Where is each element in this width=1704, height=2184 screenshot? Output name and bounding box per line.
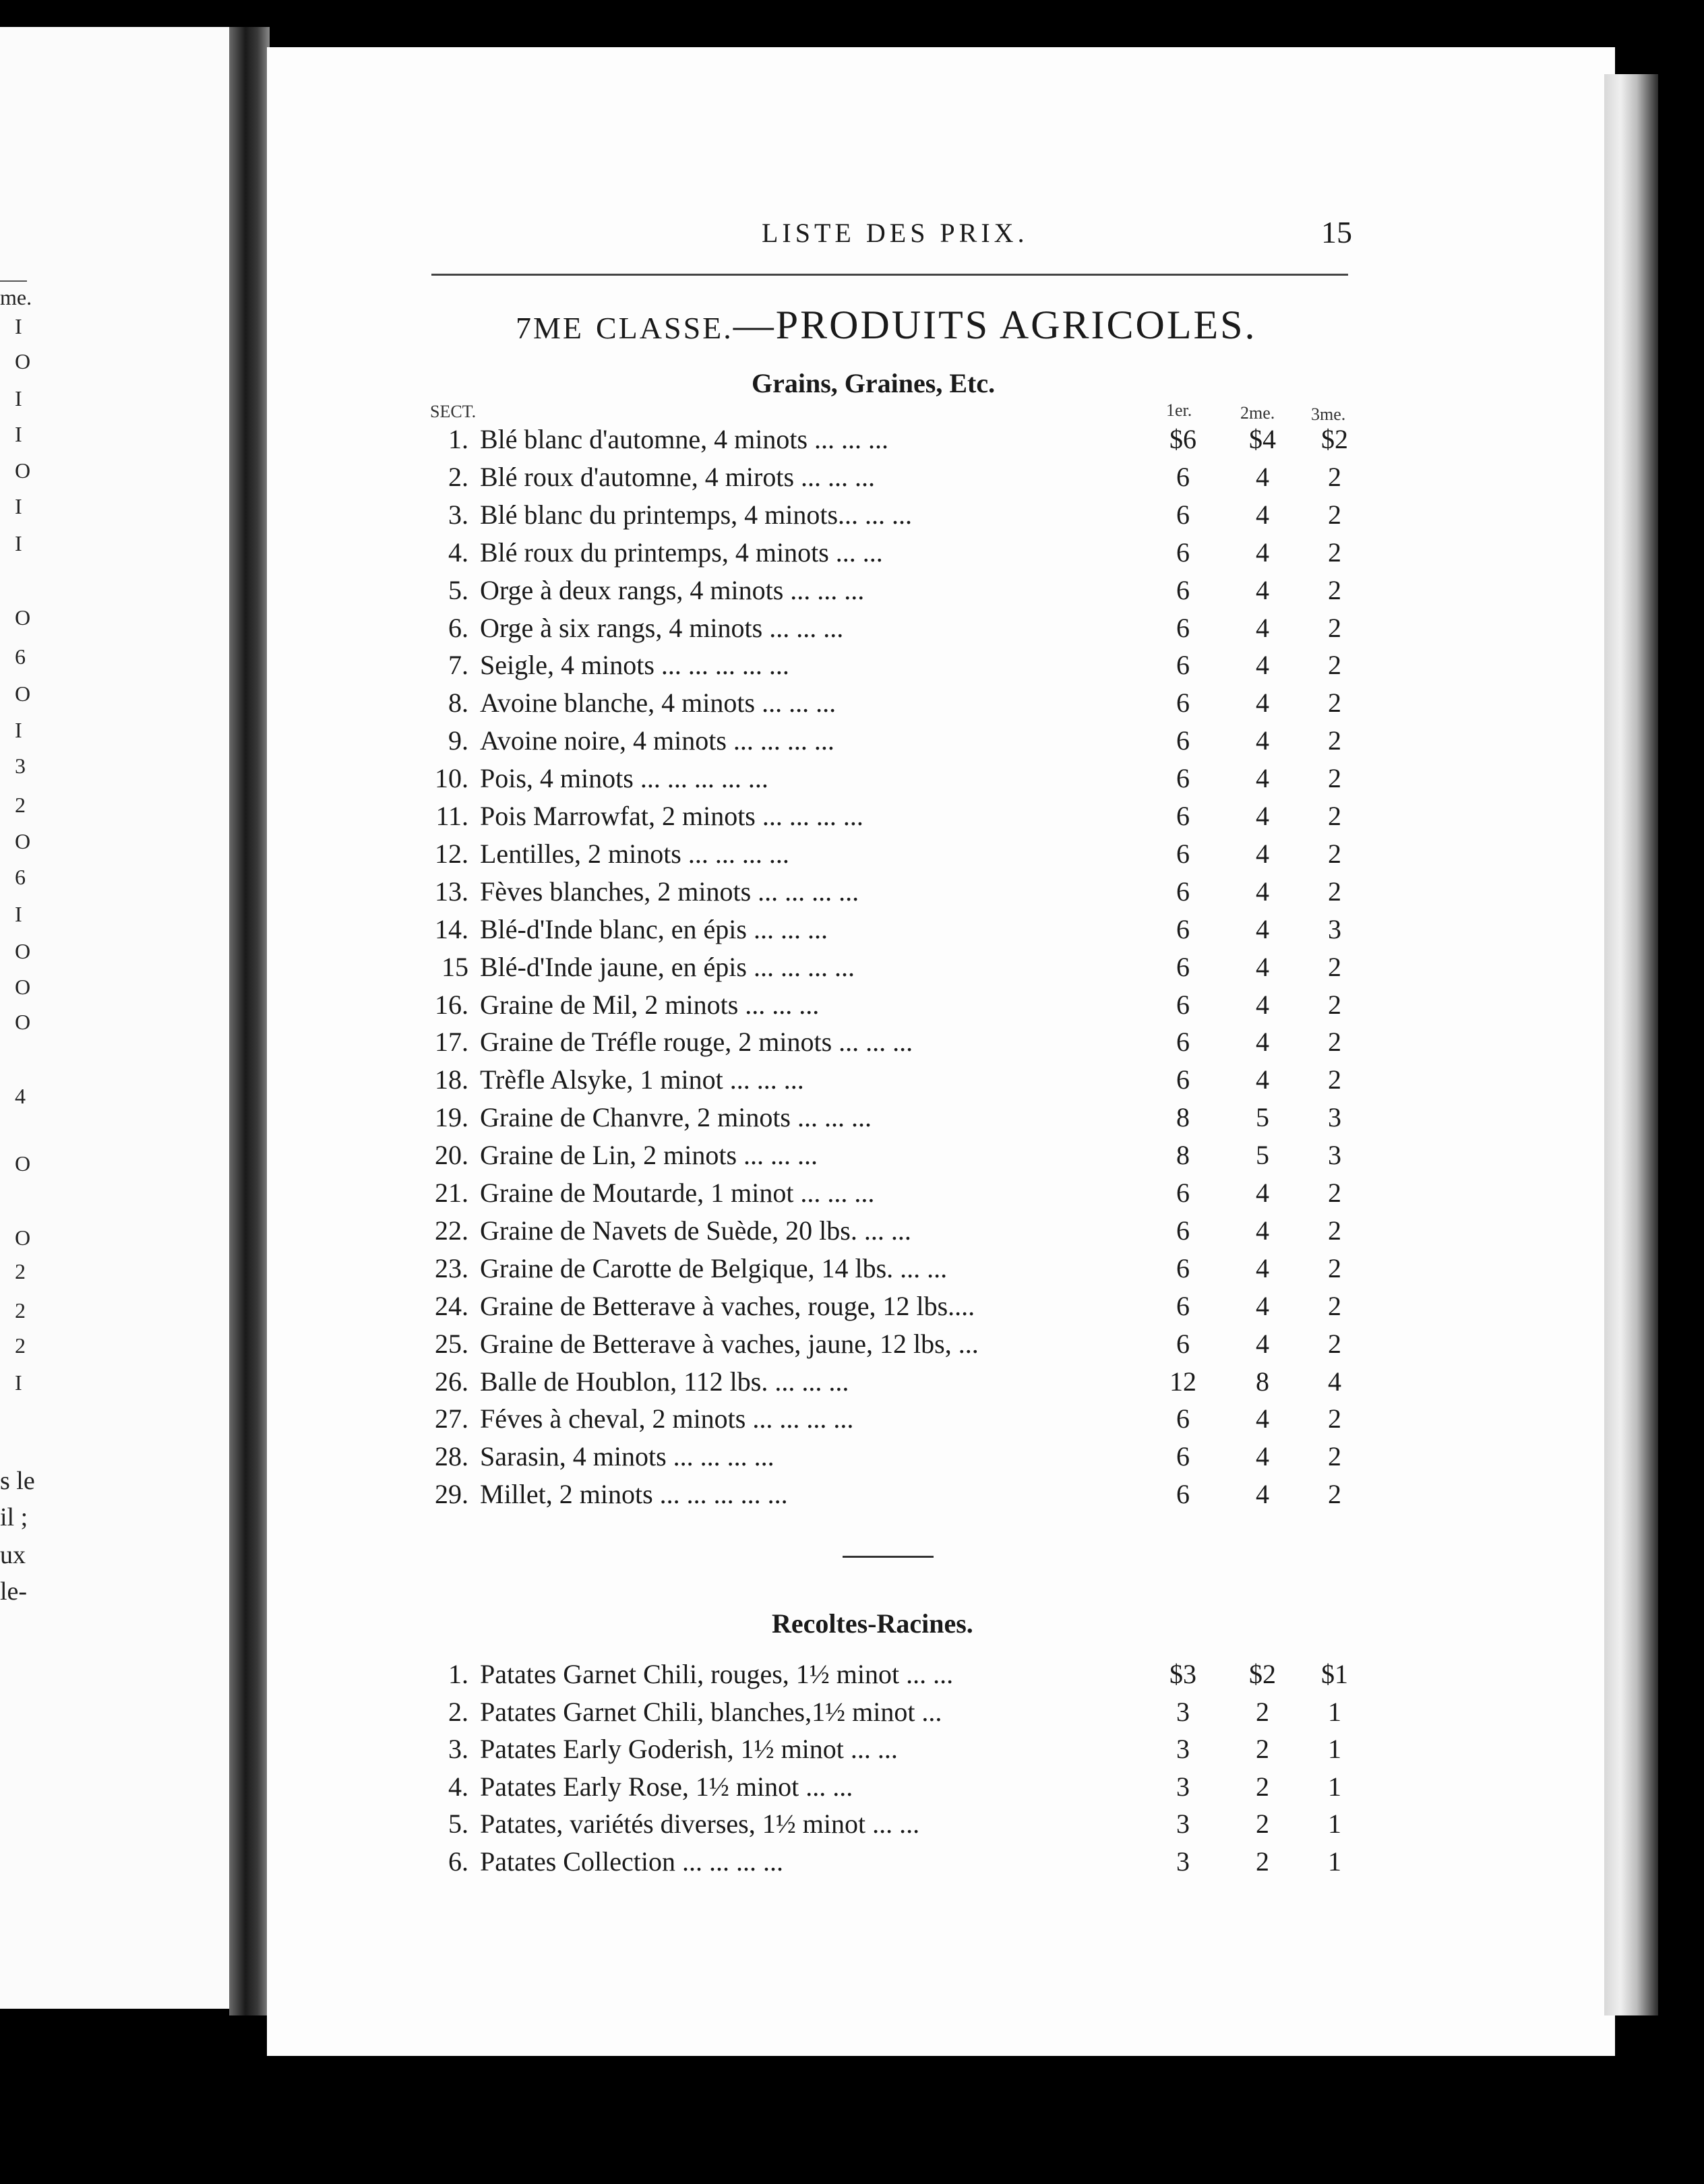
prize-2me: 4 xyxy=(1256,876,1269,907)
prize-1er: 6 xyxy=(1176,461,1190,492)
row-number: 1. xyxy=(448,1659,468,1689)
prize-1er: 6 xyxy=(1176,537,1190,568)
prize-2me: 2 xyxy=(1256,1771,1269,1802)
left-page-rule xyxy=(0,280,27,282)
row-description: Fèves blanches, 2 minots ... ... ... ... xyxy=(480,876,859,907)
row-description: Orge à deux rangs, 4 minots ... ... ... xyxy=(480,574,865,605)
prize-3me: 1 xyxy=(1328,1771,1341,1802)
prize-3me: 3 xyxy=(1328,1140,1341,1171)
left-text-fragment: s le xyxy=(0,1467,35,1495)
prize-3me: 2 xyxy=(1328,612,1341,643)
row-description: Trèfle Alsyke, 1 minot ... ... ... xyxy=(480,1064,804,1095)
column-header-3me: 3me. xyxy=(1311,404,1346,424)
prize-3me: 2 xyxy=(1328,688,1341,719)
prize-2me: 4 xyxy=(1256,801,1269,831)
prize-2me: 4 xyxy=(1256,650,1269,681)
left-margin-char: O xyxy=(15,1010,31,1034)
prize-3me: 2 xyxy=(1328,1064,1341,1095)
prize-1er: 3 xyxy=(1176,1809,1190,1840)
row-number: 8. xyxy=(448,688,468,719)
row-number: 14. xyxy=(435,913,468,944)
row-number: 15 xyxy=(442,951,468,982)
section-heading-recoltes: Recoltes-Racines. xyxy=(772,1608,973,1639)
row-number: 4. xyxy=(448,1771,468,1802)
prize-2me: 4 xyxy=(1256,1178,1269,1208)
row-number: 21. xyxy=(435,1178,468,1208)
left-text-fragment: le- xyxy=(0,1577,28,1606)
prize-1er: 6 xyxy=(1176,725,1190,756)
prize-1er: 3 xyxy=(1176,1846,1190,1877)
prize-2me: 8 xyxy=(1256,1366,1269,1397)
prize-2me: 5 xyxy=(1256,1102,1269,1133)
prize-2me: 2 xyxy=(1256,1696,1269,1727)
prize-3me: $2 xyxy=(1321,424,1348,454)
prize-3me: 1 xyxy=(1328,1809,1341,1840)
prize-3me: 2 xyxy=(1328,876,1341,907)
prize-3me: 2 xyxy=(1328,1403,1341,1434)
left-margin-char: I xyxy=(15,1370,22,1395)
row-number: 27. xyxy=(435,1403,468,1434)
row-number: 3. xyxy=(448,499,468,530)
prize-1er: 6 xyxy=(1176,1403,1190,1434)
prize-2me: 4 xyxy=(1256,1479,1269,1510)
left-margin-char: 4 xyxy=(15,1084,26,1108)
prize-3me: 2 xyxy=(1328,801,1341,831)
prize-1er: 6 xyxy=(1176,1290,1190,1321)
row-description: Sarasin, 4 minots ... ... ... ... xyxy=(480,1441,774,1472)
row-description: Millet, 2 minots ... ... ... ... ... xyxy=(480,1479,788,1510)
prize-2me: 4 xyxy=(1256,725,1269,756)
prize-1er: 6 xyxy=(1176,1252,1190,1283)
row-description: Patates Garnet Chili, rouges, 1½ minot ... ... xyxy=(480,1659,954,1689)
prize-3me: 2 xyxy=(1328,461,1341,492)
left-margin-char: O xyxy=(15,605,31,630)
row-description: Graine de Carotte de Belgique, 14 lbs. ... ... xyxy=(480,1252,948,1283)
row-number: 5. xyxy=(448,1809,468,1840)
section-heading-grains: Grains, Graines, Etc. xyxy=(752,368,996,398)
prize-3me: 2 xyxy=(1328,1290,1341,1321)
prize-1er: 6 xyxy=(1176,688,1190,719)
prize-2me: 4 xyxy=(1256,574,1269,605)
left-margin-char: 2 xyxy=(15,793,26,817)
row-number: 13. xyxy=(435,876,468,907)
row-number: 22. xyxy=(435,1215,468,1246)
prize-2me: 4 xyxy=(1256,1328,1269,1359)
prize-3me: 2 xyxy=(1328,1441,1341,1472)
prize-1er: $6 xyxy=(1169,424,1196,454)
prize-1er: 6 xyxy=(1176,499,1190,530)
prize-3me: 2 xyxy=(1328,838,1341,869)
prize-1er: 6 xyxy=(1176,1064,1190,1095)
prize-3me: 2 xyxy=(1328,1215,1341,1246)
prize-2me: 4 xyxy=(1256,1403,1269,1434)
prize-2me: 4 xyxy=(1256,499,1269,530)
prize-3me: 2 xyxy=(1328,989,1341,1020)
row-number: 28. xyxy=(435,1441,468,1472)
left-margin-char: O xyxy=(15,829,31,853)
row-description: Graine de Mil, 2 minots ... ... ... xyxy=(480,989,820,1020)
row-description: Graine de Lin, 2 minots ... ... ... xyxy=(480,1140,818,1171)
row-description: Pois Marrowfat, 2 minots ... ... ... ... xyxy=(480,801,863,831)
row-description: Pois, 4 minots ... ... ... ... ... xyxy=(480,763,768,794)
left-margin-char: I xyxy=(15,718,22,742)
left-margin-char: O xyxy=(15,1151,31,1176)
prize-2me: 2 xyxy=(1256,1846,1269,1877)
row-description: Graine de Betterave à vaches, rouge, 12 lbs.... xyxy=(480,1290,975,1321)
page-number: 15 xyxy=(1321,215,1352,249)
prize-2me: 4 xyxy=(1256,537,1269,568)
prize-3me: 2 xyxy=(1328,951,1341,982)
left-margin-char: I xyxy=(15,422,22,446)
left-page xyxy=(0,27,229,2009)
left-margin-char: O xyxy=(15,975,31,999)
class-title-num: 7ME xyxy=(516,311,584,345)
row-number: 5. xyxy=(448,574,468,605)
prize-2me: 4 xyxy=(1256,1027,1269,1058)
left-margin-char: I xyxy=(15,531,22,555)
left-margin-char: I xyxy=(15,386,22,411)
row-description: Patates Garnet Chili, blanches,1½ minot ... xyxy=(480,1696,942,1727)
left-margin-char: O xyxy=(15,349,31,373)
row-number: 16. xyxy=(435,989,468,1020)
prize-2me: 2 xyxy=(1256,1734,1269,1765)
row-description: Patates, variétés diverses, 1½ minot ... ... xyxy=(480,1809,920,1840)
left-margin-char: O xyxy=(15,939,31,963)
row-number: 9. xyxy=(448,725,468,756)
left-text-fragment: il ; xyxy=(0,1503,28,1531)
row-number: 4. xyxy=(448,537,468,568)
prize-3me: 2 xyxy=(1328,725,1341,756)
prize-1er: 6 xyxy=(1176,612,1190,643)
row-description: Lentilles, 2 minots ... ... ... ... xyxy=(480,838,789,869)
prize-1er: 8 xyxy=(1176,1140,1190,1171)
row-description: Graine de Tréfle rouge, 2 minots ... ... ... xyxy=(480,1027,913,1058)
prize-2me: $2 xyxy=(1249,1659,1276,1689)
row-description: Blé roux du printemps, 4 minots ... ... xyxy=(480,537,883,568)
prize-1er: 6 xyxy=(1176,989,1190,1020)
prize-3me: 2 xyxy=(1328,1328,1341,1359)
prize-2me: 4 xyxy=(1256,612,1269,643)
prize-2me: 4 xyxy=(1256,1441,1269,1472)
prize-1er: 6 xyxy=(1176,1441,1190,1472)
prize-2me: 4 xyxy=(1256,1215,1269,1246)
page-edge xyxy=(1604,74,1658,2015)
prize-3me: 2 xyxy=(1328,1027,1341,1058)
row-description: Graine de Navets de Suède, 20 lbs. ... ... xyxy=(480,1215,911,1246)
prize-3me: 2 xyxy=(1328,1479,1341,1510)
left-margin-char: I xyxy=(15,902,22,926)
prize-1er: 6 xyxy=(1176,1215,1190,1246)
row-description: Patates Early Goderish, 1½ minot ... ... xyxy=(480,1734,898,1765)
row-number: 23. xyxy=(435,1252,468,1283)
row-description: Avoine noire, 4 minots ... ... ... ... xyxy=(480,725,834,756)
left-margin-char: 6 xyxy=(15,865,26,889)
row-description: Graine de Chanvre, 2 minots ... ... ... xyxy=(480,1102,872,1133)
prize-1er: 6 xyxy=(1176,1027,1190,1058)
prize-3me: 2 xyxy=(1328,1178,1341,1208)
prize-3me: 3 xyxy=(1328,1102,1341,1133)
row-description: Graine de Betterave à vaches, jaune, 12 lbs, ... xyxy=(480,1328,979,1359)
row-description: Patates Collection ... ... ... ... xyxy=(480,1846,783,1877)
prize-1er: 6 xyxy=(1176,876,1190,907)
left-margin-char: O xyxy=(15,458,31,483)
prize-2me: 4 xyxy=(1256,989,1269,1020)
row-number: 10. xyxy=(435,763,468,794)
prize-3me: 2 xyxy=(1328,574,1341,605)
prize-2me: 2 xyxy=(1256,1809,1269,1840)
row-number: 2. xyxy=(448,1696,468,1727)
left-margin-char: I xyxy=(15,494,22,518)
prize-1er: 6 xyxy=(1176,1479,1190,1510)
row-description: Blé-d'Inde blanc, en épis ... ... ... xyxy=(480,913,828,944)
prize-3me: 2 xyxy=(1328,499,1341,530)
row-description: Seigle, 4 minots ... ... ... ... ... xyxy=(480,650,789,681)
row-number: 26. xyxy=(435,1366,468,1397)
prize-1er: 6 xyxy=(1176,913,1190,944)
sect-label: SECT. xyxy=(430,402,477,421)
prize-3me: 1 xyxy=(1328,1846,1341,1877)
row-description: Féves à cheval, 2 minots ... ... ... ... xyxy=(480,1403,854,1434)
class-title xyxy=(516,302,1257,348)
prize-1er: 6 xyxy=(1176,650,1190,681)
row-description: Blé roux d'automne, 4 mirots ... ... ... xyxy=(480,461,876,492)
prize-1er: 3 xyxy=(1176,1696,1190,1727)
left-margin-char: 2 xyxy=(15,1259,26,1283)
left-margin-char: 6 xyxy=(15,644,26,669)
prize-2me: 4 xyxy=(1256,913,1269,944)
row-description: Avoine blanche, 4 minots ... ... ... xyxy=(480,688,836,719)
prize-3me: 2 xyxy=(1328,763,1341,794)
row-number: 6. xyxy=(448,1846,468,1877)
row-number: 1. xyxy=(448,424,468,454)
prize-2me: 4 xyxy=(1256,838,1269,869)
row-number: 24. xyxy=(435,1290,468,1321)
row-number: 6. xyxy=(448,612,468,643)
column-header-2me: 2me. xyxy=(1240,403,1275,423)
prize-1er: 6 xyxy=(1176,951,1190,982)
prize-3me: 1 xyxy=(1328,1734,1341,1765)
row-number: 3. xyxy=(448,1734,468,1765)
prize-2me: 4 xyxy=(1256,1064,1269,1095)
prize-3me: 2 xyxy=(1328,537,1341,568)
left-text-fragment: ux xyxy=(0,1541,26,1569)
prize-2me: 4 xyxy=(1256,951,1269,982)
row-description: Blé blanc du printemps, 4 minots... ... ... xyxy=(480,499,913,530)
left-margin-char: 2 xyxy=(15,1333,26,1358)
prize-2me: 5 xyxy=(1256,1140,1269,1171)
left-margin-char: 3 xyxy=(15,754,26,778)
prize-1er: 6 xyxy=(1176,1328,1190,1359)
prize-1er: 3 xyxy=(1176,1771,1190,1802)
row-description: Graine de Moutarde, 1 minot ... ... ... xyxy=(480,1178,875,1208)
prize-2me: 4 xyxy=(1256,1252,1269,1283)
row-description: Patates Early Rose, 1½ minot ... ... xyxy=(480,1771,853,1802)
prize-2me: $4 xyxy=(1249,424,1276,454)
left-margin-char: 2 xyxy=(15,1298,26,1323)
prize-1er: 6 xyxy=(1176,1178,1190,1208)
left-margin-char: O xyxy=(15,1225,31,1250)
row-description: Balle de Houblon, 112 lbs. ... ... ... xyxy=(480,1366,849,1397)
row-number: 29. xyxy=(435,1479,468,1510)
prize-3me: 2 xyxy=(1328,1252,1341,1283)
prize-1er: 8 xyxy=(1176,1102,1190,1133)
prize-1er: 6 xyxy=(1176,801,1190,831)
prize-3me: 1 xyxy=(1328,1696,1341,1727)
row-description: Blé blanc d'automne, 4 minots ... ... ... xyxy=(480,424,889,454)
prize-2me: 4 xyxy=(1256,1290,1269,1321)
row-number: 7. xyxy=(448,650,468,681)
row-number: 18. xyxy=(435,1064,468,1095)
row-number: 17. xyxy=(435,1027,468,1058)
row-number: 20. xyxy=(435,1140,468,1171)
prize-1er: 6 xyxy=(1176,574,1190,605)
prize-1er: 6 xyxy=(1176,838,1190,869)
prize-1er: 6 xyxy=(1176,763,1190,794)
prize-1er: $3 xyxy=(1169,1659,1196,1689)
column-header-1er: 1er. xyxy=(1166,400,1192,420)
prize-2me: 4 xyxy=(1256,461,1269,492)
row-number: 11. xyxy=(435,801,468,831)
prize-3me: 4 xyxy=(1328,1366,1341,1397)
row-number: 12. xyxy=(435,838,468,869)
book-gutter xyxy=(229,27,270,2015)
class-title-word: CLASSE. xyxy=(596,311,733,345)
prize-1er: 12 xyxy=(1169,1366,1196,1397)
section-divider xyxy=(843,1556,934,1558)
row-number: 25. xyxy=(435,1328,468,1359)
header-rule xyxy=(431,274,1348,276)
class-title-main: —PRODUITS AGRICOLES. xyxy=(733,303,1257,347)
running-head: LISTE DES PRIX. xyxy=(762,218,1029,248)
prize-2me: 4 xyxy=(1256,763,1269,794)
prize-2me: 4 xyxy=(1256,688,1269,719)
row-description: Orge à six rangs, 4 minots ... ... ... xyxy=(480,612,844,643)
row-description: Blé-d'Inde jaune, en épis ... ... ... ... xyxy=(480,951,855,982)
left-margin-char: me. xyxy=(0,285,32,309)
right-page xyxy=(267,47,1615,2056)
prize-3me: 3 xyxy=(1328,913,1341,944)
prize-1er: 3 xyxy=(1176,1734,1190,1765)
prize-3me: $1 xyxy=(1321,1659,1348,1689)
row-number: 19. xyxy=(435,1102,468,1133)
prize-3me: 2 xyxy=(1328,650,1341,681)
left-margin-char: I xyxy=(15,314,22,338)
left-margin-char: O xyxy=(15,681,31,706)
row-number: 2. xyxy=(448,461,468,492)
